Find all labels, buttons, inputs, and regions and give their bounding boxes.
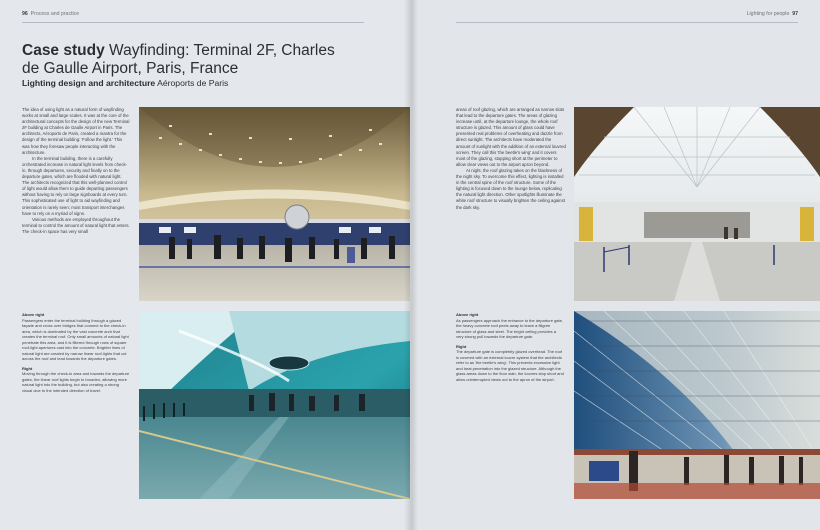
right-body-paragraph: areas of roof glazing, which are arranged as narrow slots that lead to the departure gates. The areas of glazing increase until, at the departure lounge, the whole roof structure is glazed. This amount of glass could have presented real problems of overheating and dazzle from direct sunlight. The architects have moderated the amount of sunlight with the addition of an external louvred screen. They call this 'the beetle's wing' and it covers most of the glazing, stopping short at the perimeter to allow clear views out to the airport apron beyond. — [456, 107, 566, 167]
page-title — [22, 42, 352, 78]
left-body-paragraph: In the terminal building, there is a carefully orchestrated increase in natural light levels from check-in, through departures, security and finally on to the departure gates, which are flooded with natural light. The architects recognized that this well-planned control of light would allow them to guide departing passengers without having to rely on large signboards at every turn. This sophisticated use of light to aid wayfinding and orientation is rarely seen; most transport interchanges have to rely on a myriad of signs. — [22, 155, 128, 216]
right-captions — [456, 312, 564, 386]
photo-corridor — [139, 311, 410, 499]
photo-gate-canopy — [574, 107, 820, 301]
caption-text: Passengers enter the terminal building through a glazed façade and cross over bridges that connect to the check-in area, which is dominated by the vast concrete arch that creates the terminal roof. Only small amounts of natural light penetrate this area, and it is filtered through rows of square roof-light apertures cast into the concrete. Brighter lines of natural light are created by narrow linear roof-lights that cut across the roof and lead towards the departure gates. — [22, 317, 129, 361]
right-body-text — [456, 107, 566, 211]
title-bold: Case study — [22, 42, 105, 59]
subtitle-bold: Lighting design and architecture — [22, 78, 156, 88]
left-body-text — [22, 107, 130, 235]
title-rest: Wayfinding: Terminal 2F, Charles de Gaulle Airport, Paris, France — [22, 42, 335, 77]
right-page — [410, 0, 820, 530]
caption-heading: Right — [22, 365, 33, 371]
caption-heading: Above right — [456, 312, 479, 317]
page-subtitle — [22, 78, 228, 88]
left-body-paragraph: Various methods are employed throughout the terminal to control the amount of natural light that enters. The check-in space has very small — [22, 216, 130, 234]
right-body-paragraph: At night, the roof glazing takes on the blackness of the night sky. To overcome this effect, lighting is installed in the central spine of the roof structure. Some of the lighting is focused down to the lounge below, replicating the natural light direction. Other spotlights illuminate the white roof structure to visually brighten the ceiling against the dark sky. — [456, 167, 565, 210]
left-section-title: Process and practice — [30, 11, 80, 17]
right-folio — [747, 11, 798, 17]
right-page-number: 97 — [792, 11, 798, 17]
caption-text: The departure gate is completely glazed overhead. The roof is covered with an external louvre system that the architects refer to as 'the beetle's wing'. This prevents excessive light and heat penetration into the glazed structure. Although the glass areas down to the floor slab, the louvres stop short and allow uninterrupted views out to the apron of the airport. — [456, 349, 564, 382]
caption-heading: Right — [456, 343, 467, 349]
photo-check-in-hall — [139, 107, 410, 301]
left-folio — [22, 11, 79, 17]
left-captions — [22, 312, 130, 397]
right-header-rule — [456, 22, 798, 23]
left-page-number: 96 — [22, 11, 28, 17]
left-header-rule — [22, 22, 364, 23]
caption-text: Moving through the check-in area and towards the departure gates, the linear roof lights begin to broaden, allowing more natural light into the building, but also creating a strong visual clue to the intended direction of travel. — [22, 371, 130, 393]
photo-departure-lounge — [574, 311, 820, 499]
left-body-paragraph: The idea of using light as a natural form of wayfinding works at small and large scales. It was at the core of the architectural concepts for the design of the new Terminal 2F building at Charles de Gaulle Airport in Paris. The architects, Aéroports de Paris, created a mantra for the design of the terminal building: 'Follow the light.' This was how they foresaw people interacting with the architecture. — [22, 107, 130, 155]
book-gutter — [404, 0, 418, 530]
right-section-title: Lighting for people — [746, 11, 790, 17]
subtitle-rest: Aéroports de Paris — [157, 78, 229, 88]
caption-text: As passengers approach the entrance to the departure gate, the heavy concrete roof peels away to leave a filigree structure of glass and steel. The bright ceiling provides a very strong pull towards the departure gate. — [456, 317, 563, 339]
caption-heading: Above right — [22, 312, 45, 317]
